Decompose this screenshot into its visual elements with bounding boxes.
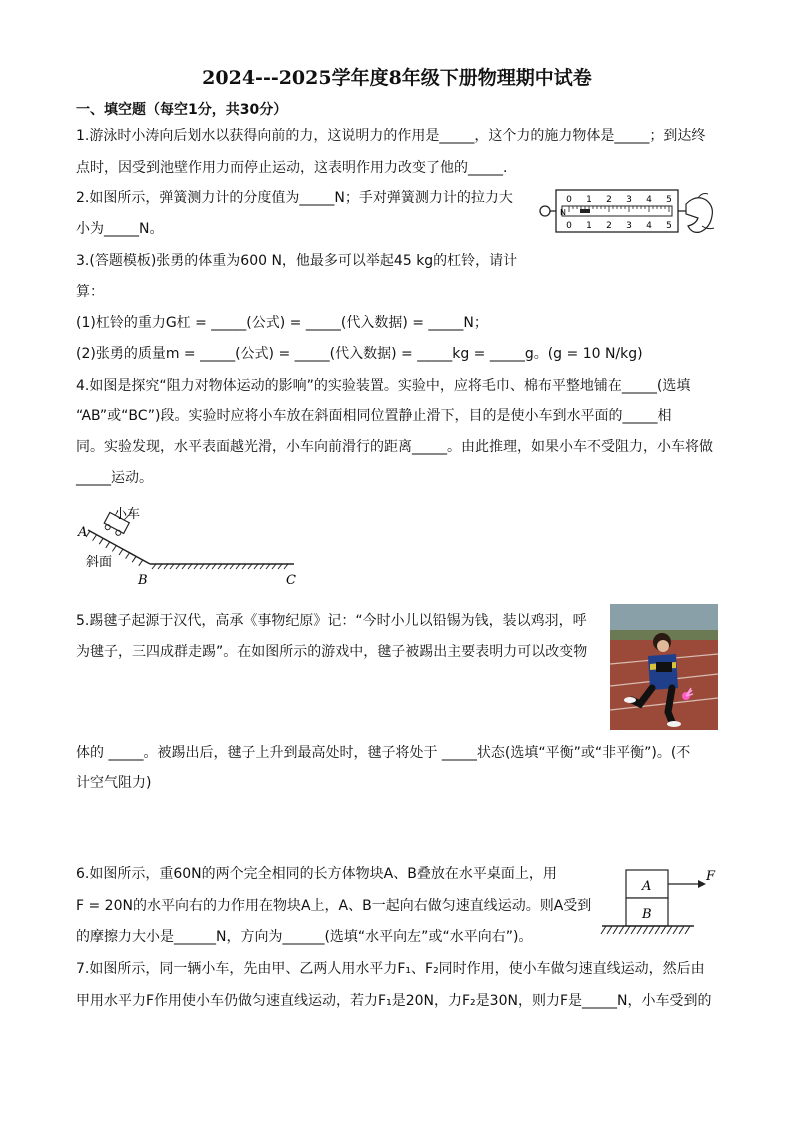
- label-block-b: B: [642, 907, 652, 922]
- q1-line-1: 1.游泳时小涛向后划水以获得向前的力，这说明力的作用是_____，这个力的施力物体是_____；到达终: [76, 128, 706, 144]
- scale-unit-label: N: [560, 208, 566, 217]
- label-block-a: A: [642, 879, 652, 894]
- scale-top-label: 5: [666, 195, 672, 205]
- q6-line-3: 的摩擦力大小是______N，方向为______(选填“水平向左”或“水平向右”)。: [76, 929, 533, 945]
- scale-bottom-label: 1: [586, 221, 592, 231]
- q5-line-3: 体的 _____。被踢出后，毽子上升到最高处时，毽子将处于 _____状态(选填“平衡”或“非平衡”)。(不: [76, 745, 691, 761]
- section-heading-fill-blank: 一、填空题（每空1分，共30分）: [76, 102, 288, 118]
- q5-line-1: 5.踢毽子起源于汉代，高承《事物纪原》记：“今时小儿以铅锡为钱，装以鸡羽，呼: [76, 613, 587, 629]
- scale-bottom-label: 5: [666, 221, 672, 231]
- q4-line-2: “AB”或“BC”)段。实验时应将小车放在斜面相同位置静止滑下，目的是使小车到水平面的_____相: [76, 408, 672, 424]
- table-hatch: [679, 926, 684, 934]
- q7-line-1: 7.如图所示，同一辆小车，先由甲、乙两人用水平力F₁、F₂同时作用，使小车做匀速直线运动，然后由: [76, 961, 705, 977]
- q4-line-4: _____运动。: [76, 470, 153, 486]
- page-title: 2024---2025学年度8年级下册物理期中试卷: [202, 67, 592, 89]
- label-c: C: [286, 573, 296, 588]
- scale-bottom-label: 2: [606, 221, 612, 231]
- table-hatch: [637, 926, 642, 934]
- incline-hatch: [132, 556, 136, 562]
- scale-top-label: 3: [626, 195, 632, 205]
- scale-top-label: 0: [566, 195, 572, 205]
- incline-experiment-figure: [74, 500, 304, 590]
- scale-top-numbers: [566, 195, 672, 205]
- shuttlecock-kicking-photo: [610, 604, 718, 730]
- table-hatch: [673, 926, 678, 934]
- table-hatch: [631, 926, 636, 934]
- incline-hatch: [139, 560, 143, 566]
- q5-line-4: 计空气阻力): [76, 775, 152, 791]
- q4-line-3: 同。实验发现，水平表面越光滑，小车向前滑行的距离_____。由此推理，如果小车不受阻力，小车将做: [76, 439, 713, 455]
- table-hatch: [625, 926, 630, 934]
- table-hatch: [685, 926, 690, 934]
- scale-bottom-label: 0: [566, 221, 572, 231]
- label-slope: 斜面: [86, 555, 113, 570]
- q2-line-2: 小为_____N。: [76, 221, 164, 237]
- q6-line-1: 6.如图所示，重60N的两个完全相同的长方体物块A、B叠放在水平桌面上，用: [76, 866, 557, 882]
- scale-top-label: 1: [586, 195, 592, 205]
- incline-hatch: [93, 535, 97, 541]
- table-hatch: [607, 926, 612, 934]
- q7-line-2: 甲用水平力F作用使小车仍做匀速直线运动，若力F₁是20N，力F₂是30N，则力F是_____N，小车受到的: [76, 993, 712, 1009]
- table-hatch: [613, 926, 618, 934]
- q2-line-1: 2.如图所示，弹簧测力计的分度值为_____N；手对弹簧测力计的拉力大: [76, 190, 513, 206]
- incline-hatch: [112, 545, 116, 551]
- q1-line-2: 点时，因受到池壁作用力而停止运动，这表明作用力改变了他的_____.: [76, 160, 508, 176]
- label-force-f: F: [706, 869, 716, 884]
- scale-pointer: [580, 209, 590, 213]
- table-hatch: [667, 926, 672, 934]
- stacked-blocks-figure: [598, 864, 722, 944]
- label-a: A: [78, 525, 88, 540]
- q4-line-1: 4.如图是探究“阻力对物体运动的影响”的实验装置。实验中，应将毛巾、棉布平整地铺在_____(选填: [76, 378, 691, 394]
- scale-hook-ring: [540, 206, 550, 216]
- incline-hatch: [106, 542, 110, 548]
- incline-hatch: [119, 549, 123, 555]
- q3-line-4: (2)张勇的质量m = _____(公式) = _____(代入数据) = _____kg = _____g。(g = 10 N/kg): [76, 346, 643, 362]
- scale-top-label: 4: [646, 195, 652, 205]
- table-hatch: [643, 926, 648, 934]
- label-car: 小车: [114, 507, 141, 522]
- scale-bottom-label: 3: [626, 221, 632, 231]
- incline-hatch: [126, 553, 130, 559]
- table-hatch: [661, 926, 666, 934]
- table-hatch: [655, 926, 660, 934]
- q5-line-2: 为毽子，三四成群走踢”。在如图所示的游戏中，毽子被踢出主要表明力可以改变物: [76, 644, 588, 660]
- scale-bottom-label: 4: [646, 221, 652, 231]
- incline-hatch: [99, 538, 103, 544]
- table-hatch: [619, 926, 624, 934]
- table-hatch: [601, 926, 606, 934]
- hand-icon: [686, 198, 712, 233]
- q6-line-2: F = 20N的水平向右的力作用在物块A上，A、B一起向右做匀速直线运动。则A受到: [76, 898, 592, 914]
- q3-line-1: 3.(答题模板)张勇的体重为600 N，他最多可以举起45 kg的杠铃，请计: [76, 253, 518, 269]
- q3-line-2: 算：: [76, 284, 104, 300]
- label-b: B: [138, 573, 148, 588]
- scale-bottom-numbers: [566, 221, 672, 231]
- table-hatch: [649, 926, 654, 934]
- q3-line-3: (1)杠铃的重力G杠 = _____(公式) = _____(代入数据) = _____N；: [76, 315, 488, 331]
- spring-scale-figure: [536, 184, 720, 242]
- scale-body: [556, 190, 678, 232]
- scale-top-label: 2: [606, 195, 612, 205]
